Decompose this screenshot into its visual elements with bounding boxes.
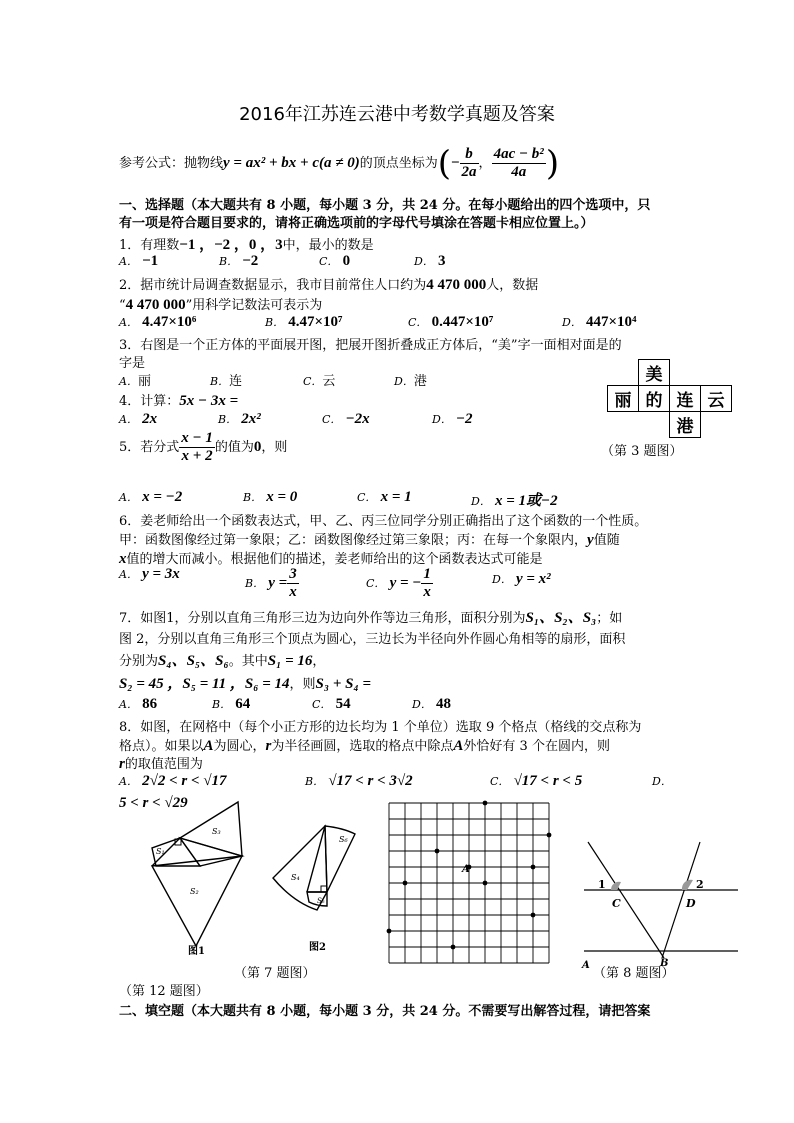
q8-option-c: C． √17 < r < 5 [490, 773, 583, 789]
q1-stem-a: 1．有理数 [119, 238, 180, 253]
vertex-x-denominator: 2a [461, 164, 477, 180]
q8-option-d-value: 5 < r < √29 [119, 795, 188, 811]
q1-stem [119, 233, 374, 254]
page-title: 2016年江苏连云港中考数学真题及答案 [239, 104, 555, 125]
grid-point [483, 801, 488, 806]
q4-option-d: D． −2 [432, 411, 473, 427]
q4-option-c: C． −2x [322, 411, 370, 427]
section1-header-line2: 有一项是符合题目要求的，请将正确选项前的字母代号填涂在答题卡相应位置上。） [119, 216, 594, 231]
reference-formula: 参考公式：抛物线y = ax² + bx + c(a ≠ 0)的顶点坐标为(− $\frac{b}{2a}$ ， $\frac{\text{4ac − b²}}{4a}$ ) [119, 143, 560, 184]
q5-stem: 5．若分式 $\frac{x - 1}{x + 2}$ 的值为0，则 [119, 430, 288, 464]
vertex-y-denominator: 4a [511, 164, 527, 180]
section2-header-line1: 二、填空题（本大题共有 8 小题，每小题 3 分，共 24 分。不需要写出解答过程，请把答案 [119, 1004, 651, 1019]
fig1-s1-label: S₁ [156, 847, 165, 856]
grid-point [387, 929, 392, 934]
q1-stem-b: 中，最小的数是 [282, 238, 374, 253]
grid-point [451, 945, 456, 950]
q12-figure [578, 838, 743, 973]
q2-option-a: A． 4.47×10⁶ [119, 314, 197, 330]
grid-point [483, 881, 488, 886]
vertex-x-numerator: b [460, 146, 479, 164]
point-a-label: A [582, 960, 590, 971]
q7-line3: 分别为S₄、S₅、S₆。其中S₁ = 16， [119, 653, 326, 669]
q8-line3: r的取值范围为 [119, 756, 203, 772]
q2-option-d: D． 447×10⁴ [562, 314, 637, 330]
q2-line1: 2．据市统计局调查数据显示，我市目前常住人口约为4 470 000人，数据 [119, 277, 539, 293]
q8-grid-figure [386, 800, 552, 966]
fig1-label: 图1 [188, 946, 205, 957]
fig1-s2-label: S₂ [190, 887, 199, 896]
q6-line2: 甲：函数图像经过第一象限；乙：函数图像经过第三象限；丙：在每一个象限内，y值随 [119, 532, 620, 548]
q5-option-d: D． x = 1或−2 [471, 493, 558, 509]
q5-option-c: C． x = 1 [357, 489, 412, 505]
net-face: 连 [670, 386, 701, 412]
q5-option-b: B． x = 0 [243, 489, 298, 505]
q7-caption: （第 7 题图） [234, 966, 316, 981]
q1-option-b: B． −2 [219, 253, 259, 269]
q8-caption: （第 8 题图） [593, 966, 675, 981]
net-face: 的 [639, 386, 670, 412]
q1-option-a: A． −1 [119, 253, 159, 269]
q6-option-b: B． y = $\frac{3}{x}$ [245, 566, 297, 600]
q5-numerator: x − 1 [181, 430, 213, 446]
q3-line2: 字是 [119, 356, 146, 371]
net-face-bottom: 港 [670, 412, 701, 438]
q2-option-b: B． 4.47×10⁷ [265, 314, 343, 330]
q7-option-c: C． 54 [312, 696, 351, 712]
q8-line2: 格点）。如果以A为圆心，r为半径画圆，选取的格点中除点A外恰好有 3 个在圆内，则 [119, 738, 610, 754]
angle-2-label: 2 [696, 878, 704, 891]
q2-line2: “4 470 000”用科学记数法可表示为 [119, 297, 323, 313]
fig2-s6-label: S₆ [339, 835, 348, 844]
formula-expr: y = ax² + bx + c(a ≠ 0) [223, 155, 360, 171]
formula-prefix: 参考公式：抛物线 [119, 156, 224, 171]
grid-point [531, 913, 536, 918]
q6-option-c: C． y = − $\frac{1}{x}$ [366, 566, 431, 600]
q4-option-a: A． 2x [119, 411, 158, 427]
q12-caption: （第 12 题图） [119, 984, 209, 999]
vertex-y-numerator: 4ac − b² [493, 146, 544, 162]
q3-line1: 3．右图是一个正方体的平面展开图，把展开图折叠成正方体后，“美”字一面相对面是的 [119, 338, 622, 353]
q6-option-d: D． y = x² [492, 571, 551, 587]
q7-line2: 图 2，分别以直角三角形三个顶点为圆心，三边长为半径向外作圆心角相等的扇形，面积 [119, 632, 626, 647]
fig2-label: 图2 [309, 942, 326, 952]
q7-option-a: A． 86 [119, 696, 158, 712]
q4-option-b: B． 2x² [218, 411, 261, 427]
q3-option-b: B．连 [210, 374, 243, 389]
formula-minus: − [450, 155, 460, 171]
fig2-s4-label: S₄ [291, 873, 300, 882]
net-face-top: 美 [639, 360, 670, 386]
q1-numbers: −1 ，−2 ，0 ，3 [179, 237, 283, 253]
q6-option-a: A． y = 3x [119, 566, 180, 582]
q7-option-b: B． 64 [212, 696, 251, 712]
grid-point [547, 833, 552, 838]
q2-option-c: C． 0.447×10⁷ [408, 314, 494, 330]
q4-stem: 4．计算：5x − 3x = [119, 393, 239, 409]
q1-option-d: D． 3 [414, 253, 446, 269]
angle-1-label: 1 [598, 878, 606, 891]
point-c-label: C [612, 897, 621, 910]
net-face: 丽 [608, 386, 639, 412]
q5-option-a: A． x = −2 [119, 489, 183, 505]
q3-caption: （第 3 题图） [601, 444, 683, 459]
q3-option-c: C．云 [303, 374, 336, 389]
q8-option-b: B． √17 < r < 3√2 [305, 773, 413, 789]
fig1-s3-label: S₃ [212, 827, 221, 836]
point-d-label: D [686, 897, 696, 910]
grid-point [435, 849, 440, 854]
cube-net [607, 359, 732, 438]
q7-figure-2 [263, 822, 363, 952]
q7-line1: 7．如图1，分别以直角三角形三边为边向外作等边三角形，面积分别为S₁、S₂、S₃；如 [119, 610, 623, 626]
net-face: 云 [701, 386, 732, 412]
q7-option-d: D． 48 [412, 696, 451, 712]
q3-option-a: A．丽 [119, 374, 151, 389]
q7-figure-1 [130, 798, 250, 958]
q6-line3: x值的增大而减小。根据他们的描述，姜老师给出的这个函数表达式可能是 [119, 551, 543, 567]
grid-point [531, 865, 536, 870]
section1-header-line1: 一、选择题（本大题共有 8 小题，每小题 3 分，共 24 分。在每小题给出的四个选项中，只 [119, 198, 651, 213]
q8-option-a: A． 2√2 < r < √17 [119, 773, 227, 789]
point-b-label: B [660, 958, 669, 969]
formula-middle: 的顶点坐标为 [359, 156, 438, 171]
grid-point-a-label: A [462, 864, 470, 875]
formula-comma: ， [478, 156, 492, 171]
fig2-s5-label: S₅ [317, 897, 325, 905]
q5-denominator: x + 2 [181, 448, 213, 464]
grid-point [403, 881, 408, 886]
q8-line1: 8．如图，在网格中（每个小正方形的边长均为 1 个单位）选取 9 个格点（格线的交点称为 [119, 720, 642, 735]
q6-line1: 6．姜老师给出一个函数表达式，甲、乙、丙三位同学分别正确指出了这个函数的一个性质。 [119, 514, 648, 529]
q1-option-c: C． 0 [319, 253, 351, 269]
q7-line4: S₂ = 45 ，S₅ = 11 ，S₆ = 14，则S₃ + S₄ = [119, 676, 372, 692]
q3-option-d: D．港 [394, 374, 427, 389]
q8-option-d: D． [652, 775, 672, 788]
